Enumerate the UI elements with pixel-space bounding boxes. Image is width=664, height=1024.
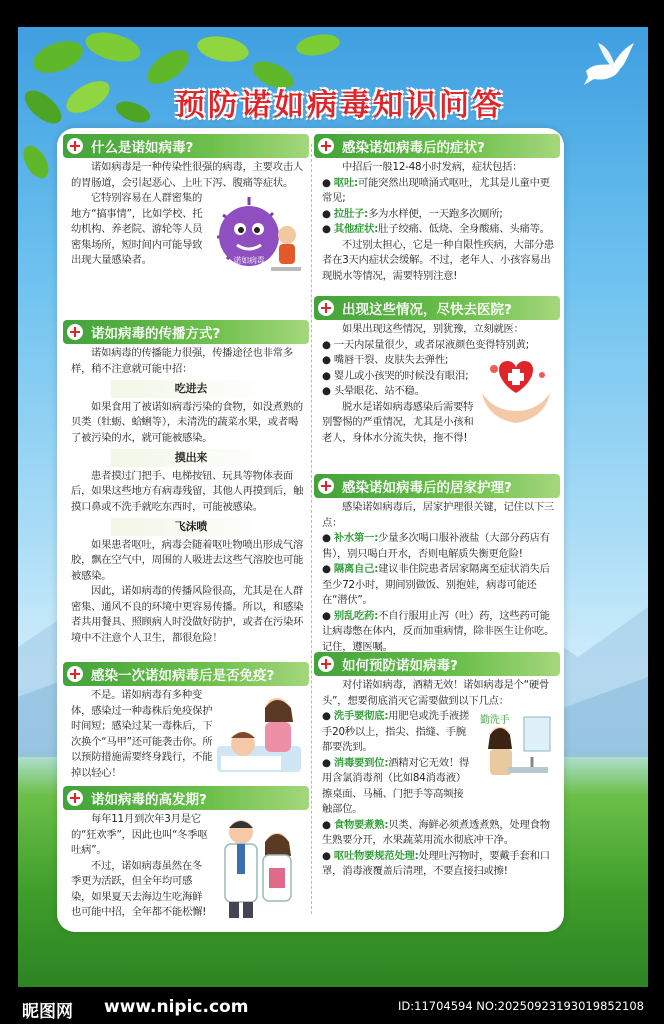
medical-cross-icon — [318, 478, 334, 494]
virus-illustration — [209, 191, 305, 273]
watermark-logo: 昵图网 — [22, 1002, 73, 1022]
medical-cross-icon — [318, 138, 334, 154]
image-id: ID:11704594 NO:20250923193019852108 — [398, 999, 644, 1013]
paragraph: 如果食用了被诺如病毒污染的食物，如没煮熟的贝类（牡蛎、蛤蜊等），未清洗的蔬菜水果，或者喝了被污染的水，就可能被感染。 — [71, 400, 304, 444]
column-divider — [311, 144, 312, 914]
paragraph: 诺如病毒的传播能力很强，传播途径也非常多样，稍不注意就可能中招： — [71, 347, 293, 375]
medical-cross-icon — [67, 324, 83, 340]
medical-cross-icon — [67, 666, 83, 682]
section-heading: 出现这些情况，尽快去医院? — [342, 302, 512, 318]
section-what-is — [63, 134, 309, 273]
handwashing-illustration — [472, 709, 556, 787]
paragraph: 不过，诺如病毒虽然在冬季更为活跃，但全年均可感染，如果夏天去海边生吃海鲜也可能中招，全年都不能松懈! — [71, 859, 207, 918]
list-item: ● 嘴唇干裂、皮肤失去弹性; — [322, 354, 449, 366]
virus-label: 诺如病毒 — [233, 256, 265, 265]
paragraph: 中招后一般12-48小时发病，症状包括： — [342, 161, 523, 173]
section-header — [63, 320, 309, 344]
subheading: 飞沫喷 — [111, 518, 271, 536]
list-item: ● 补水第一:少量多次喝口服补液盐（大部分药店有售），别只喝白开水，否则电解质失衡更危险! — [322, 532, 550, 560]
subheading: 吃进去 — [111, 380, 271, 398]
paragraph: 患者摸过门把手、电梯按钮、玩具等物体表面后，如果这些地方有病毒残留，其他人再摸到后，触摸口鼻或不洗手就吃东西时，可能被感染。 — [71, 469, 304, 513]
section-immunity — [63, 662, 309, 781]
paragraph: 每年11月到次年3月是它的“狂欢季”，因此也叫“冬季呕吐病”。 — [71, 813, 208, 856]
section-hospital — [314, 296, 560, 446]
watermark-url: www.nipic.com — [104, 997, 249, 1017]
paragraph: 如果出现这些情况，别犹豫，立刻就医： — [342, 323, 524, 335]
list-item: ● 其他症状:肚子绞痛、低烧、全身酸痛、头痛等。 — [322, 223, 550, 235]
handwash-label: 勤洗手 — [480, 715, 510, 726]
nurse-patient-illustration — [213, 688, 305, 780]
section-transmission — [63, 320, 309, 646]
content-board — [57, 128, 564, 932]
paragraph: 因此，诺如病毒的传播风险很高，尤其是在人群密集、通风不良的环境中更容易传播。所以，和感染者共用餐具、照顾病人时没做好防护，或者在污染环境中不注意个人卫生，都很危险！ — [71, 585, 304, 644]
section-peak-season — [63, 786, 309, 922]
list-item: ● 呕吐物要规范处理:处理吐泻物时，要戴手套和口罩，消毒液覆盖后清理，不要直接扫或擦! — [322, 849, 550, 877]
paragraph: 感染诺如病毒后，居家护理很关键，记住以下三点： — [322, 501, 555, 529]
list-item: ● 婴儿或小孩哭的时候没有眼泪; — [322, 369, 469, 382]
section-prevention — [314, 652, 560, 880]
list-item: ● 一天内尿量很少，或者尿液颜色变得特别黄; — [322, 338, 529, 351]
section-header — [314, 296, 560, 320]
section-header — [314, 474, 560, 498]
medical-cross-icon — [318, 300, 334, 316]
paragraph: 不过别太担心，它是一种自限性疾病，大部分患者在3天内症状会缓解。不过，老年人、小孩容易出现脱水等情况，需要特别注意! — [322, 238, 555, 282]
medical-cross-icon — [67, 138, 83, 154]
section-header — [63, 786, 309, 810]
doctors-illustration — [211, 812, 305, 922]
section-home-care — [314, 474, 560, 655]
list-item: ● 食物要煮熟:贝类、海鲜必须煮透煮熟，处理食物生熟要分开，水果蔬菜用流水彻底冲干净。 — [322, 818, 550, 846]
list-item: ● 隔离自己:建议非住院患者居家隔离至症状消失后至少72小时，期间别做饭、别抱娃，病毒可能还在“潜伏”。 — [322, 563, 550, 606]
hands-heart-icon — [476, 353, 556, 429]
list-item: ● 消毒要到位:酒精对它无效！得用含氯消毒剂（比如84消毒液）擦桌面、马桶、门把手等高频接触部位。 — [322, 756, 470, 815]
list-item: ● 呕吐:可能突然出现喷涌式呕吐，尤其是儿童中更常见; — [322, 176, 550, 204]
section-header — [63, 134, 309, 158]
list-item: ● 拉肚子:多为水样便，一天跑多次厕所; — [322, 207, 503, 220]
section-header — [63, 662, 309, 686]
paragraph: 诺如病毒是一种传染性很强的病毒，主要攻击人的胃肠道，会引起恶心、上吐下泻、腹痛等症状。 — [71, 161, 304, 189]
list-item: ● 头晕眼花、站不稳。 — [322, 385, 425, 397]
list-item: ● 洗手要彻底:用肥皂或洗手液搓手20秒以上，指尖、指缝、手腕都要洗到。 — [322, 710, 470, 753]
section-heading: 诺如病毒的传播方式? — [91, 326, 221, 342]
subheading: 摸出来 — [111, 449, 271, 467]
medical-cross-icon — [318, 656, 334, 672]
section-heading: 感染一次诺如病毒后是否免疫? — [91, 668, 275, 684]
section-header — [314, 134, 560, 158]
paragraph: 脱水是诺如病毒感染后需要特别警惕的严重情况，尤其是小孩和老人，身体水分流失快，拖不得! — [322, 400, 474, 444]
section-heading: 感染诺如病毒后的居家护理? — [342, 480, 512, 496]
section-heading: 诺如病毒的高发期? — [91, 792, 207, 808]
paragraph: 如果患者呕吐，病毒会随着呕吐物喷出形成气溶胶，飘在空气中，周围的人吸进去这些气溶胶也可能被感染。 — [71, 538, 304, 582]
page-title: 预防诺如病毒知识问答 — [175, 88, 505, 123]
section-heading: 如何预防诺如病毒? — [342, 658, 458, 674]
section-symptoms — [314, 134, 560, 284]
paragraph: 它特别容易在人群密集的地方“搞事情”，比如学校、托幼机构、养老院、游轮等人员密集场所，短时间内可能导致出现大量感染者。 — [71, 192, 203, 266]
section-heading: 什么是诺如病毒? — [91, 140, 194, 156]
section-header — [314, 652, 560, 676]
section-heading: 感染诺如病毒后的症状? — [342, 140, 485, 156]
paragraph: 不是。诺如病毒有多种变体，感染过一种毒株后免疫保护时间短；感染过某一毒株后，下次换个“马甲”还可能袭击你。所以预防措施需要终身践行，不能掉以轻心！ — [71, 689, 213, 779]
medical-cross-icon — [67, 790, 83, 806]
paragraph: 对付诺如病毒，酒精无效！诺如病毒是个“硬骨头”，想要彻底消灭它需要做到以下几点： — [322, 679, 550, 707]
list-item: ● 别乱吃药:不自行服用止泻（吐）药，这些药可能让病毒憋在体内，反而加重病情，除非医生让你吃。记住，遵医嘱。 — [322, 609, 555, 653]
